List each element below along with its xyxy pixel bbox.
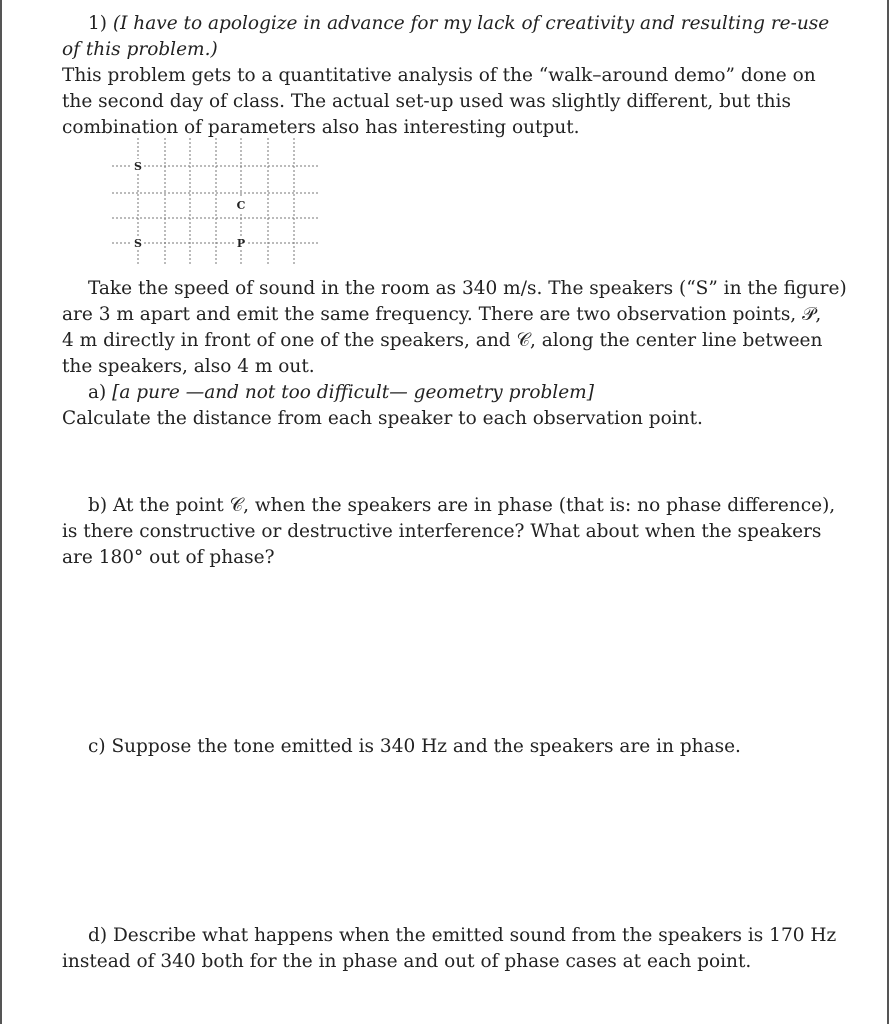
intro-line-3: combination of parameters also has interesting output. <box>62 117 580 138</box>
apology-line-1 <box>88 11 830 37</box>
part-a-question: Calculate the distance from each speaker to each observation point. <box>62 408 703 429</box>
part-d-line-1: d) Describe what happens when the emitted sound from the speakers is 170 Hz <box>88 925 837 946</box>
speaker-bottom-label: S <box>134 237 142 250</box>
center-point-label: C <box>236 199 246 212</box>
setup-line-2: are 3 m apart and emit the same frequency. There are two observation points, 𝒫, <box>62 304 822 325</box>
part-c-line-1: c) Suppose the tone emitted is 340 Hz and the speakers are in phase. <box>88 736 741 757</box>
part-b-line-1: b) At the point 𝒞, when the speakers are in phase (that is: no phase difference), <box>88 495 836 516</box>
intro-line-2: the second day of class. The actual set-up used was slightly different, but this <box>62 91 791 112</box>
setup-line-4: the speakers, also 4 m out. <box>62 356 315 377</box>
part-d-line-2: instead of 340 both for the in phase and out of phase cases at each point. <box>62 951 752 972</box>
apology-text-1: (I have to apologize in advance for my lack of creativity and resulting re-use <box>112 13 830 34</box>
setup-line-1: Take the speed of sound in the room as 340 m/s. The speakers (“S” in the figure) <box>88 278 847 299</box>
part-b-line-3: are 180° out of phase? <box>62 547 275 568</box>
setup-line-3: 4 m directly in front of one of the speakers, and 𝒞, along the center line between <box>62 330 823 351</box>
part-a-label: a) <box>88 382 107 403</box>
apology-line-2: of this problem.) <box>62 39 218 60</box>
part-a-note: [a pure —and not too difficult— geometry problem] <box>112 382 594 403</box>
speaker-grid-figure <box>110 138 322 268</box>
part-b-line-2: is there constructive or destructive interference? What about when the speakers <box>62 521 822 542</box>
point-p-label: P <box>236 237 246 250</box>
speaker-top-label: S <box>134 160 142 173</box>
problem-number: 1) <box>88 13 107 34</box>
part-a-heading <box>88 380 790 406</box>
intro-line-1: This problem gets to a quantitative analysis of the “walk–around demo” done on <box>62 65 816 86</box>
